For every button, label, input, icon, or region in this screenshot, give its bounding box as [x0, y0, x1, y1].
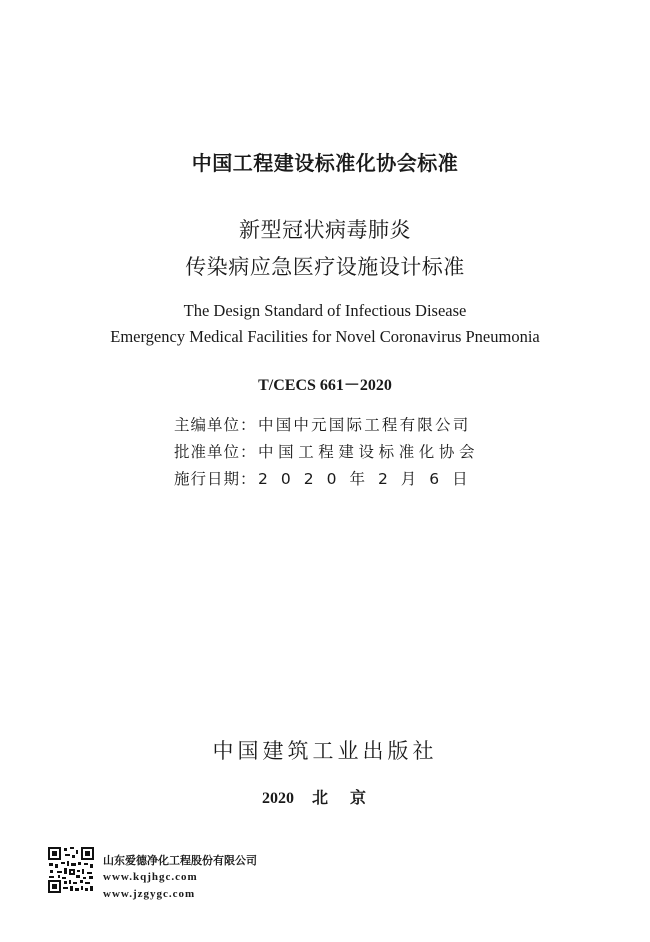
- publication-year: 2020: [261, 790, 294, 807]
- info-row-approver: [174, 440, 479, 462]
- footer-company-name: 山东爱德净化工程股份有限公司: [103, 854, 257, 867]
- info-label-effective-date: 施行日期：: [174, 470, 257, 488]
- info-value-effective-date: 2020年2月6日: [258, 470, 481, 488]
- title-en-line-1: The Design Standard of Infectious Disease: [183, 301, 467, 320]
- footer-website-2[interactable]: www.jzgygc.com: [103, 888, 196, 900]
- info-value-editor: 中国中元国际工程有限公司: [258, 416, 471, 434]
- footer-website-1[interactable]: www.kqjhgc.com: [103, 871, 198, 883]
- title-en-line-2: Emergency Medical Facilities for Novel Coronavirus Pneumonia: [110, 327, 540, 346]
- info-row-effective-date: [174, 467, 481, 489]
- info-value-approver: 中国工程建设标准化协会: [258, 443, 480, 461]
- title-cn-line-1: 新型冠状病毒肺炎: [239, 218, 411, 242]
- info-label-editor: 主编单位：: [174, 416, 257, 434]
- publisher-name: 中国建筑工业出版社: [212, 739, 438, 763]
- publication-city: 北京: [311, 790, 388, 807]
- publication-year-city: [0, 785, 650, 808]
- info-label-approver: 批准单位：: [174, 443, 257, 461]
- info-row-editor: [174, 413, 470, 435]
- title-cn-line-2: 传染病应急医疗设施设计标准: [185, 255, 465, 279]
- footer-company-block: [103, 852, 257, 903]
- qr-code-icon: [47, 846, 95, 894]
- standard-series-heading: 中国工程建设标准化协会标准: [191, 151, 459, 175]
- standard-code: T/CECS 661－2020: [258, 377, 392, 394]
